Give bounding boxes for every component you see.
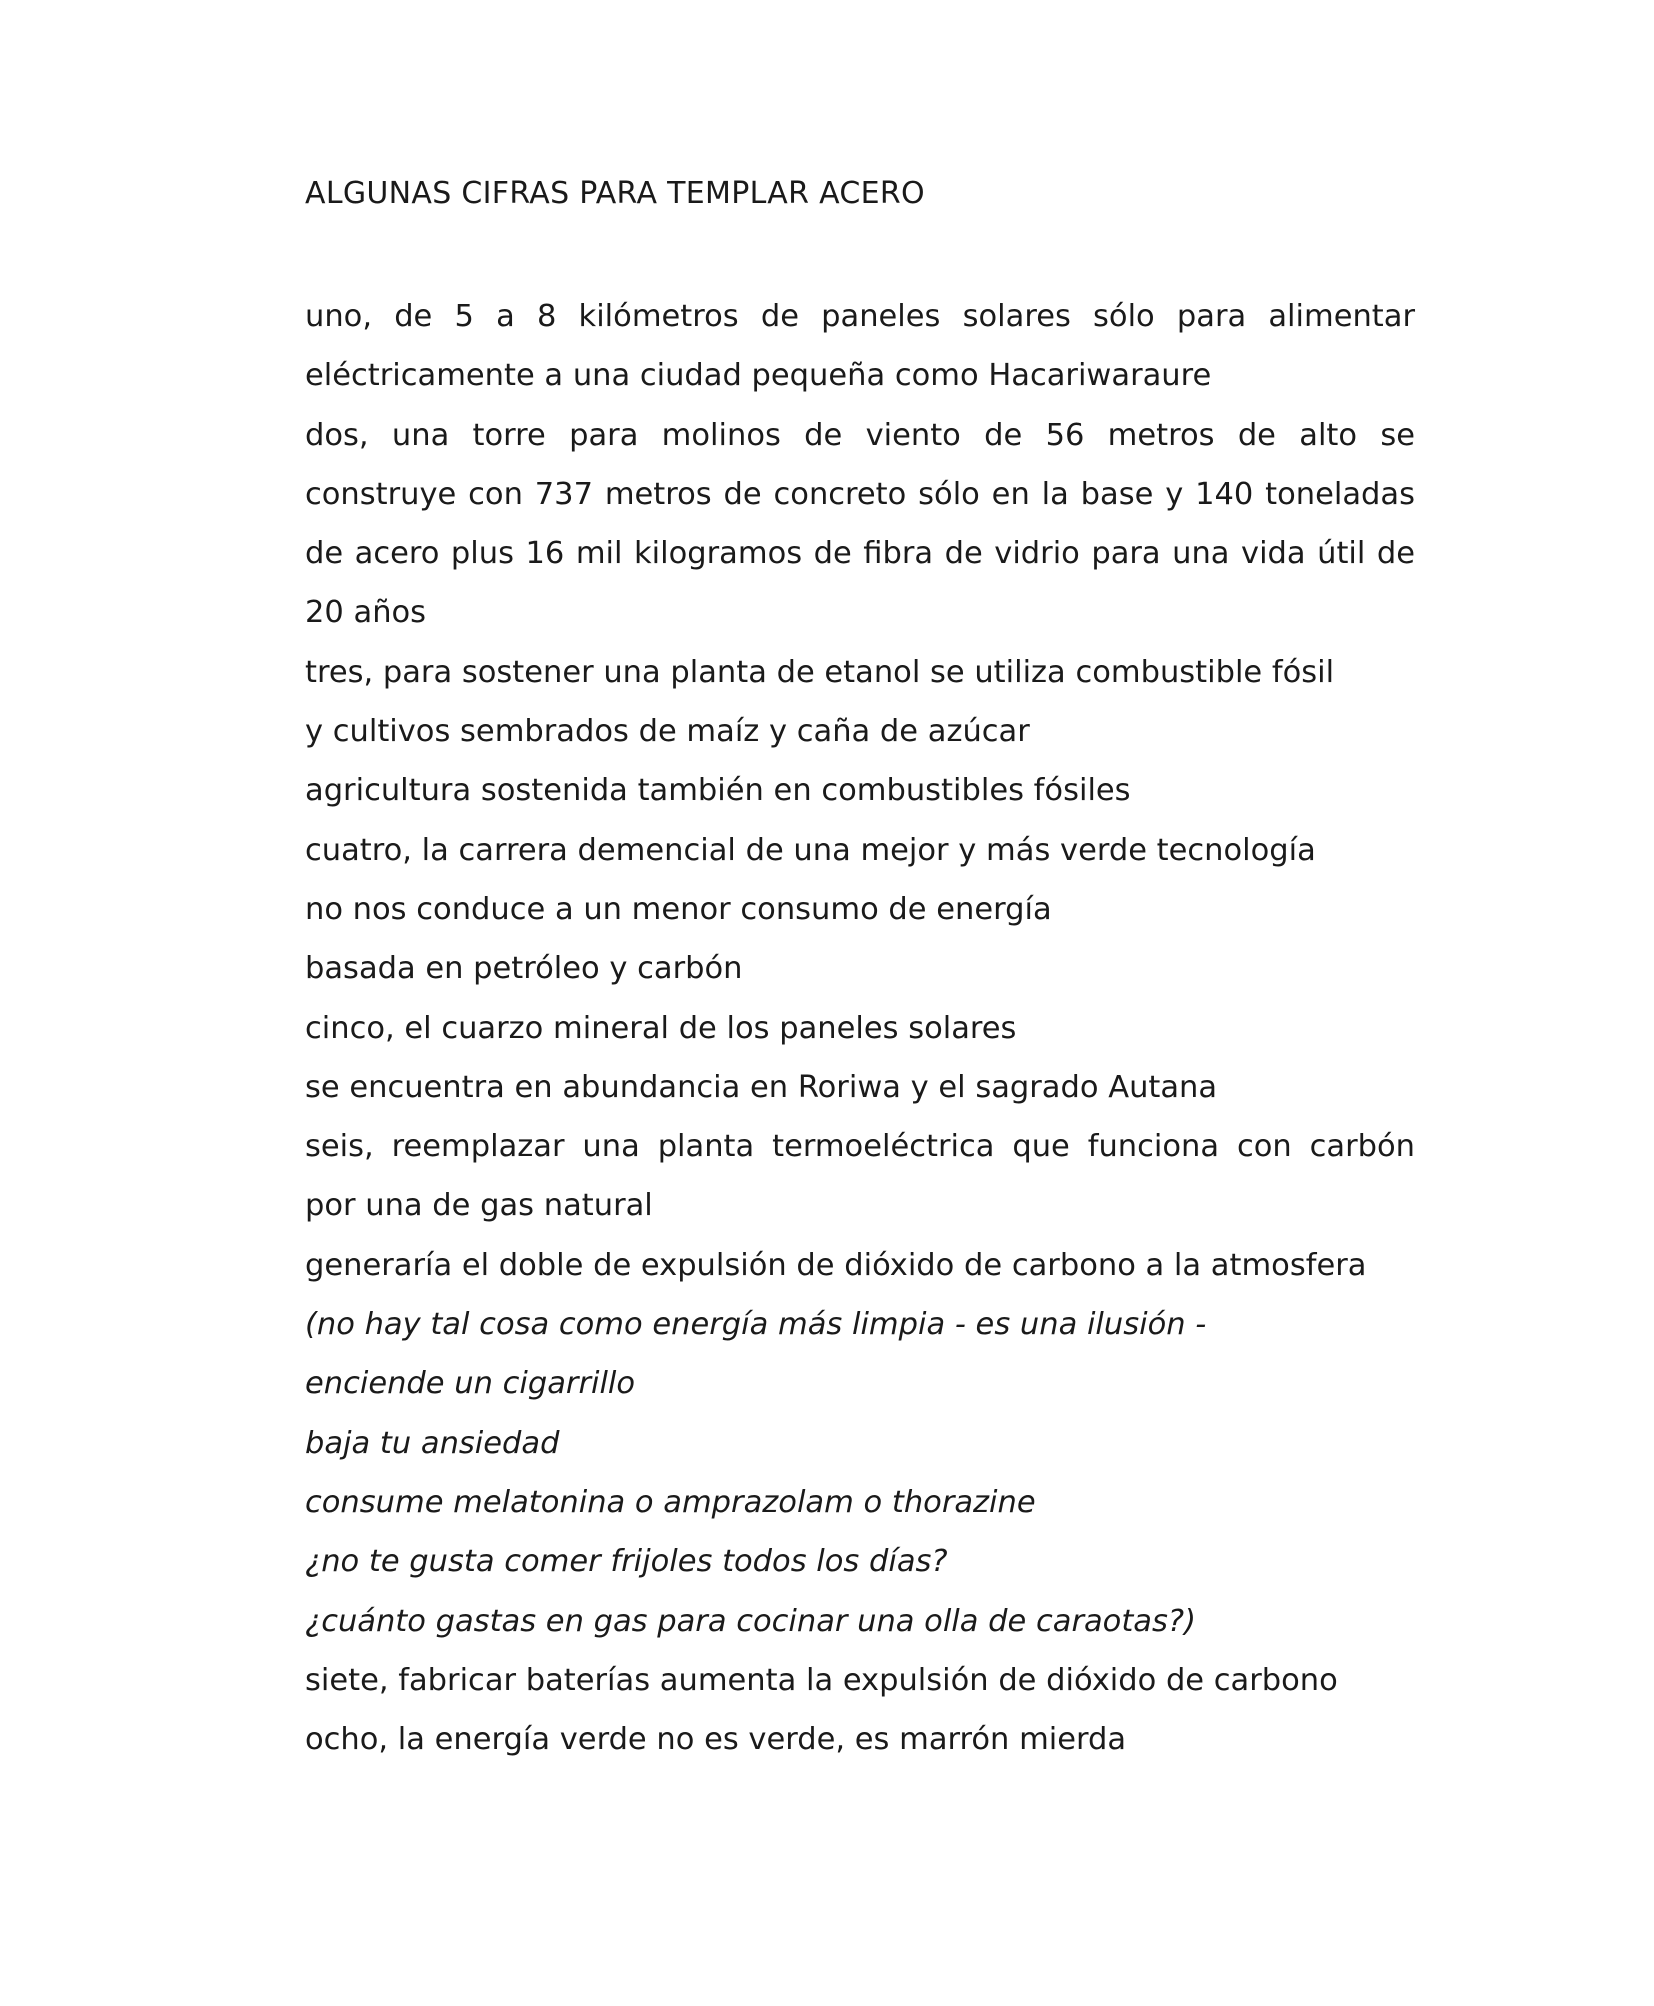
poem-line: siete, fabricar baterías aumenta la expulsión de dióxido de carbono (305, 1662, 1338, 1698)
poem-line: y cultivos sembrados de maíz y caña de azúcar (305, 714, 1030, 750)
poem-line: por una de gas natural (305, 1188, 653, 1224)
poem-line: basada en petróleo y carbón (305, 951, 743, 987)
poem-line: construye con 737 metros de concreto sólo en la base y 140 toneladas (305, 476, 1415, 512)
document-title: ALGUNAS CIFRAS PARA TEMPLAR ACERO (305, 176, 925, 211)
poem-line: eléctricamente a una ciudad pequeña como Hacariwaraure (305, 358, 1212, 394)
poem-line: no nos conduce a un menor consumo de energía (305, 891, 1052, 927)
poem-line: agricultura sostenida también en combustibles fósiles (305, 773, 1131, 809)
poem-line: uno, de 5 a 8 kilómetros de paneles solares sólo para alimentar (305, 299, 1415, 334)
poem-line: seis, reemplazar una planta termoeléctrica que funciona con carbón (305, 1129, 1415, 1165)
poem-line: generaría el doble de expulsión de dióxido de carbono a la atmosfera (305, 1247, 1367, 1283)
poem-line: consume melatonina o amprazolam o thorazine (305, 1484, 1036, 1520)
poem-line: (no hay tal cosa como energía más limpia - es una ilusión - (305, 1307, 1207, 1343)
poem-line: cuatro, la carrera demencial de una mejor y más verde tecnología (305, 832, 1316, 868)
poem-line: se encuentra en abundancia en Roriwa y el sagrado Autana (305, 1069, 1218, 1105)
poem-line: tres, para sostener una planta de etanol se utiliza combustible fósil (305, 654, 1335, 690)
poem-line: cinco, el cuarzo mineral de los paneles solares (305, 1010, 1017, 1046)
poem-line: de acero plus 16 mil kilogramos de fibra de vidrio para una vida útil de (305, 536, 1415, 572)
poem-line: ¿cuánto gastas en gas para cocinar una olla de caraotas?) (305, 1603, 1196, 1639)
poem-body (305, 287, 1415, 1769)
poem-line: ocho, la energía verde no es verde, es marrón mierda (305, 1722, 1127, 1758)
poem-line: dos, una torre para molinos de viento de 56 metros de alto se (305, 417, 1415, 453)
poem-line: 20 años (305, 595, 427, 631)
poem-line: enciende un cigarrillo (305, 1366, 636, 1402)
poem-line: ¿no te gusta comer frijoles todos los días? (305, 1544, 948, 1580)
poem-line: baja tu ansiedad (305, 1425, 560, 1461)
